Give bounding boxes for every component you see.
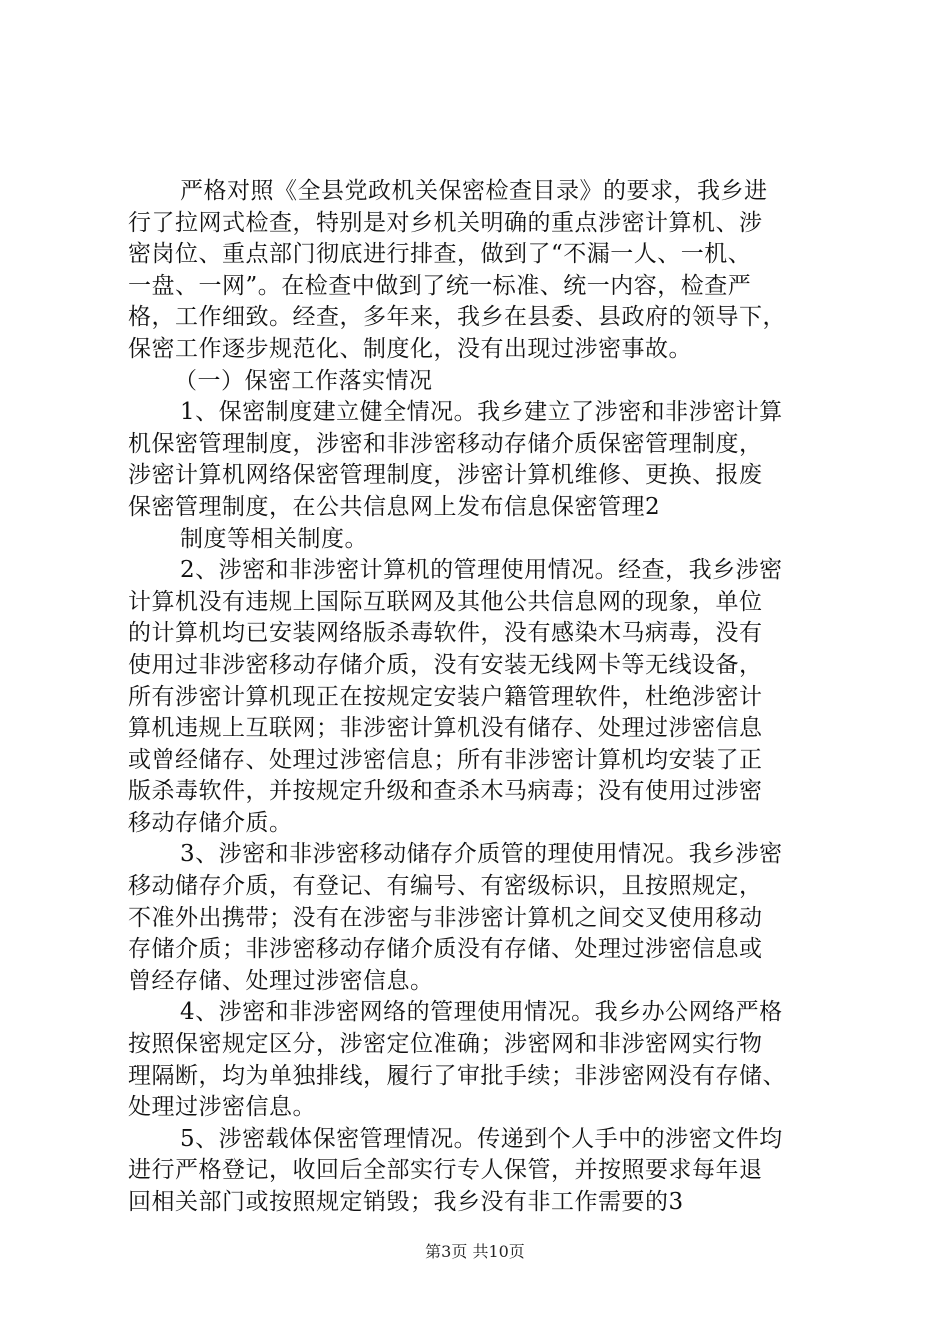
text-line: 1、保密制度建立健全情况。我乡建立了涉密和非涉密计算 bbox=[180, 399, 783, 426]
text-line: 的计算机均已安装网络版杀毒软件，没有感染木马病毒，没有 bbox=[128, 620, 763, 647]
text-line: 涉密计算机网络保密管理制度，涉密计算机维修、更换、报废 bbox=[128, 462, 763, 489]
text-line: 3、涉密和非涉密移动储存介质管的理使用情况。我乡涉密 bbox=[180, 841, 783, 868]
document-body bbox=[128, 176, 840, 1219]
text-line: 格，工作细致。经查，多年来，我乡在县委、县政府的领导下， bbox=[128, 304, 786, 331]
page-footer: 第3页 共10页 bbox=[425, 1242, 525, 1261]
text-line: 密岗位、重点部门彻底进行排查，做到了“不漏一人、一机、 bbox=[128, 241, 752, 268]
text-line: 所有涉密计算机现正在按规定安装户籍管理软件，杜绝涉密计 bbox=[128, 683, 763, 710]
text-line: 严格对照《全县党政机关保密检查目录》的要求，我乡进 bbox=[180, 178, 768, 204]
text-line: 移动储存介质，有登记、有编号、有密级标识，且按照规定， bbox=[128, 873, 763, 900]
text-line: 保密管理制度，在公共信息网上发布信息保密管理2 bbox=[128, 493, 661, 520]
text-line: 机保密管理制度，涉密和非涉密移动存储介质保密管理制度， bbox=[128, 430, 763, 457]
text-line: （一）保密工作落实情况 bbox=[174, 367, 433, 394]
text-line: 按照保密规定区分，涉密定位准确；涉密网和非涉密网实行物 bbox=[128, 1031, 763, 1058]
text-line: 一盘、一网”。在检查中做到了统一标准、统一内容，检查严 bbox=[128, 272, 752, 299]
text-line: 不准外出携带；没有在涉密与非涉密计算机之间交叉使用移动 bbox=[128, 904, 763, 931]
text-line: 或曾经储存、处理过涉密信息；所有非涉密计算机均安装了正 bbox=[128, 746, 763, 773]
text-line: 4、涉密和非涉密网络的管理使用情况。我乡办公网络严格 bbox=[180, 999, 783, 1026]
text-line: 移动存储介质。 bbox=[128, 809, 293, 836]
text-line: 制度等相关制度。 bbox=[180, 525, 368, 552]
text-line: 使用过非涉密移动存储介质，没有安装无线网卡等无线设备， bbox=[128, 651, 763, 678]
text-line: 行了拉网式检查，特别是对乡机关明确的重点涉密计算机、涉 bbox=[128, 209, 763, 236]
text-line: 进行严格登记，收回后全部实行专人保管，并按照要求每年退 bbox=[128, 1157, 763, 1184]
text-line: 算机违规上互联网；非涉密计算机没有储存、处理过涉密信息 bbox=[128, 715, 763, 742]
text-line: 存储介质；非涉密移动存储介质没有存储、处理过涉密信息或 bbox=[128, 936, 763, 963]
text-line: 处理过涉密信息。 bbox=[128, 1094, 316, 1121]
text-line: 理隔断，均为单独排线，履行了审批手续；非涉密网没有存储、 bbox=[128, 1062, 786, 1089]
text-line: 5、涉密载体保密管理情况。传递到个人手中的涉密文件均 bbox=[180, 1125, 783, 1152]
text-line: 计算机没有违规上国际互联网及其他公共信息网的现象，单位 bbox=[128, 588, 763, 615]
text-line: 曾经存储、处理过涉密信息。 bbox=[128, 967, 434, 994]
text-line: 回相关部门或按照规定销毁；我乡没有非工作需要的3 bbox=[128, 1189, 684, 1215]
text-line: 2、涉密和非涉密计算机的管理使用情况。经查，我乡涉密 bbox=[180, 557, 783, 584]
text-line: 版杀毒软件，并按规定升级和查杀木马病毒；没有使用过涉密 bbox=[128, 778, 763, 805]
text-line: 保密工作逐步规范化、制度化，没有出现过涉密事故。 bbox=[128, 335, 692, 362]
